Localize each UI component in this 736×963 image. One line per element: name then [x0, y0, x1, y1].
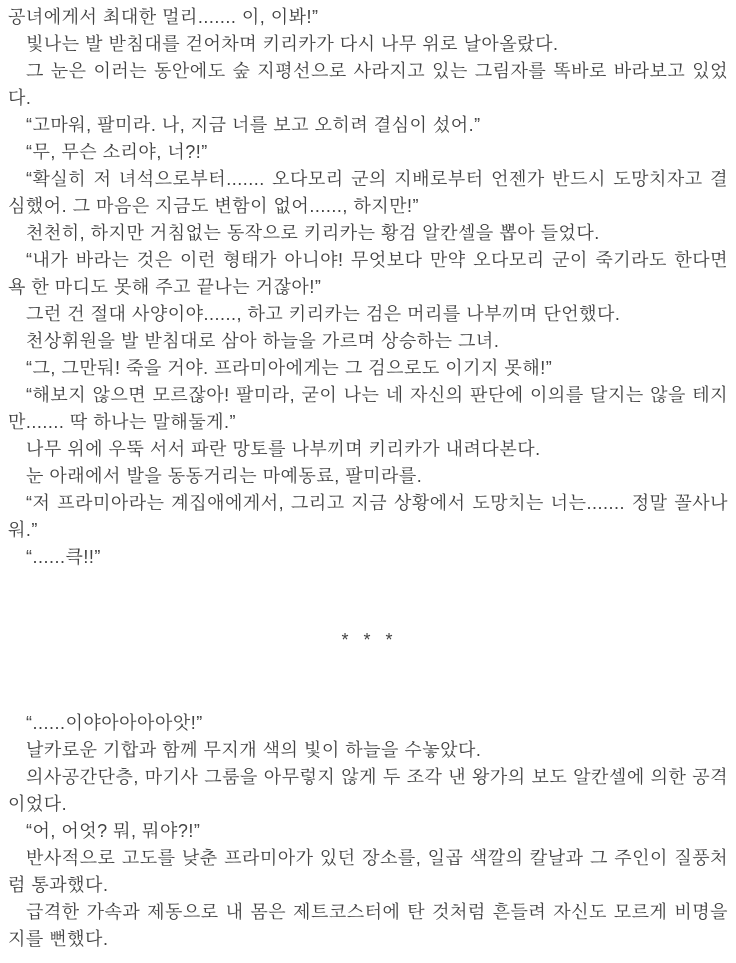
paragraph: 그 눈은 이러는 동안에도 숲 지평선으로 사라지고 있는 그림자를 똑바로 바라보고 있었다.: [8, 61, 728, 108]
paragraph: 눈 아래에서 발을 동동거리는 마예동료, 팔미라를.: [26, 466, 423, 486]
paragraph: “해보지 않으면 모르잖아! 팔미라, 굳이 나는 네 자신의 판단에 이의를 달지는 않을 테지만....... 딱 하나는 말해둘게.”: [8, 385, 728, 432]
paragraph: “어, 어엇? 뭐, 뭐야?!”: [26, 821, 201, 841]
paragraph: “......큭!!”: [26, 547, 101, 567]
paragraph: “고마워, 팔미라. 나, 지금 너를 보고 오히려 결심이 섰어.”: [26, 115, 481, 135]
text-block-after-divider: [8, 710, 728, 953]
paragraph: 천상휘원을 발 받침대로 삼아 하늘을 가르며 상승하는 그녀.: [26, 331, 500, 351]
paragraph: 공녀에게서 최대한 멀리....... 이, 이봐!”: [8, 7, 319, 27]
paragraph: 빛나는 발 받침대를 걷어차며 키리카가 다시 나무 위로 날아올랐다.: [26, 34, 559, 54]
text-block-before-divider: [8, 4, 728, 571]
paragraph: “내가 바라는 것은 이런 형태가 아니야! 무엇보다 만약 오다모리 군이 죽기라도 한다면 욕 한 마디도 못해 주고 끝나는 거잖아!”: [8, 250, 728, 297]
paragraph: “그, 그만둬! 죽을 거야. 프라미아에게는 그 검으로도 이기지 못해!”: [26, 358, 553, 378]
paragraph: “확실히 저 녀석으로부터....... 오다모리 군의 지배로부터 언젠가 반드시 도망치자고 결심했어. 그 마음은 지금도 변함이 없어......, 하지만!”: [8, 169, 728, 216]
paragraph: 그런 건 절대 사양이야......, 하고 키리카는 검은 머리를 나부끼며 단언했다.: [26, 304, 621, 324]
scene-divider: * * *: [341, 630, 395, 650]
paragraph: “저 프라미아라는 계집애에게서, 그리고 지금 상황에서 도망치는 너는....... 정말 꼴사나워.”: [8, 493, 728, 540]
paragraph: “무, 무슨 소리야, 너?!”: [26, 142, 208, 162]
paragraph: 날카로운 기합과 함께 무지개 색의 빛이 하늘을 수놓았다.: [26, 740, 482, 760]
paragraph: 나무 위에 우뚝 서서 파란 망토를 나부끼며 키리카가 내려다본다.: [26, 439, 541, 459]
paragraph: 급격한 가속과 제동으로 내 몸은 제트코스터에 탄 것처럼 흔들려 자신도 모르게 비명을 지를 뻔했다.: [8, 902, 728, 949]
paragraph: 반사적으로 고도를 낮춘 프라미아가 있던 장소를, 일곱 색깔의 칼날과 그 주인이 질풍처럼 통과했다.: [8, 848, 728, 895]
paragraph: “......이야아아아아앗!”: [26, 713, 203, 733]
paragraph: 천천히, 하지만 거침없는 동작으로 키리카는 황검 알칸셀을 뽑아 들었다.: [26, 223, 600, 243]
paragraph: 의사공간단층, 마기사 그룸을 아무렇지 않게 두 조각 낸 왕가의 보도 알칸셀에 의한 공격이었다.: [8, 767, 728, 814]
